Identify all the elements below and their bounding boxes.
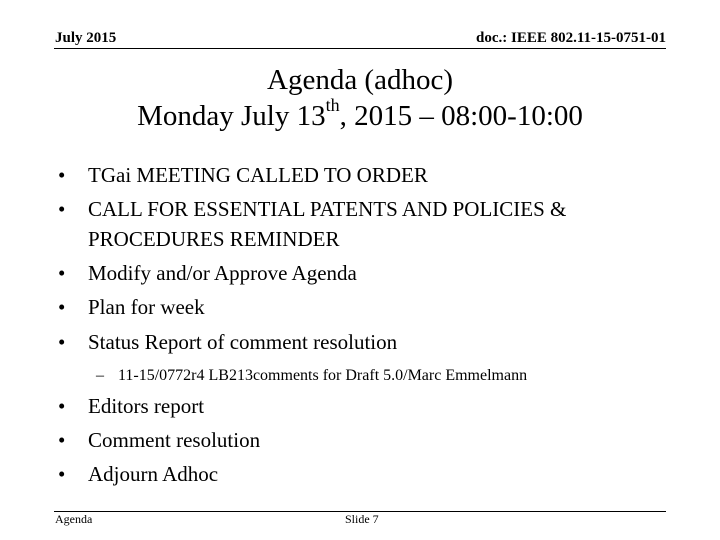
agenda-item-continuation: PROCEDURES REMINDER [88, 227, 340, 251]
sub-bullet-icon: – [96, 367, 104, 384]
header-date: July 2015 [55, 30, 117, 46]
title-line-2-suffix: , 2015 – 08:00-10:00 [339, 100, 583, 132]
bullet-icon: • [58, 163, 66, 187]
agenda-item: Editors report [88, 394, 205, 418]
agenda-item: TGai MEETING CALLED TO ORDER [88, 163, 428, 187]
title-line-2-superscript: th [325, 95, 340, 116]
header-doc-id: doc.: IEEE 802.11-15-0751-01 [475, 30, 666, 46]
agenda-item: Adjourn Adhoc [88, 462, 219, 486]
agenda-item: Plan for week [88, 295, 205, 319]
bullet-icon: • [58, 295, 66, 319]
title-line-2-prefix: Monday July 13 [137, 100, 326, 132]
bullet-icon: • [58, 462, 66, 486]
slide-number: Slide 7 [345, 512, 379, 526]
agenda-item: CALL FOR ESSENTIAL PATENTS AND POLICIES & [88, 197, 567, 221]
footer-label: Agenda [55, 512, 93, 526]
agenda-sub-item: 11-15/0772r4 LB213comments for Draft 5.0/Marc Emmelmann [118, 367, 528, 384]
title-line-1: Agenda (adhoc) [267, 64, 453, 96]
bullet-icon: • [58, 261, 66, 285]
bullet-icon: • [58, 394, 66, 418]
agenda-item: Modify and/or Approve Agenda [88, 261, 357, 285]
agenda-item: Comment resolution [88, 428, 261, 452]
bullet-icon: • [58, 197, 66, 221]
bullet-icon: • [58, 330, 66, 354]
agenda-item: Status Report of comment resolution [88, 330, 398, 354]
bullet-icon: • [58, 428, 66, 452]
